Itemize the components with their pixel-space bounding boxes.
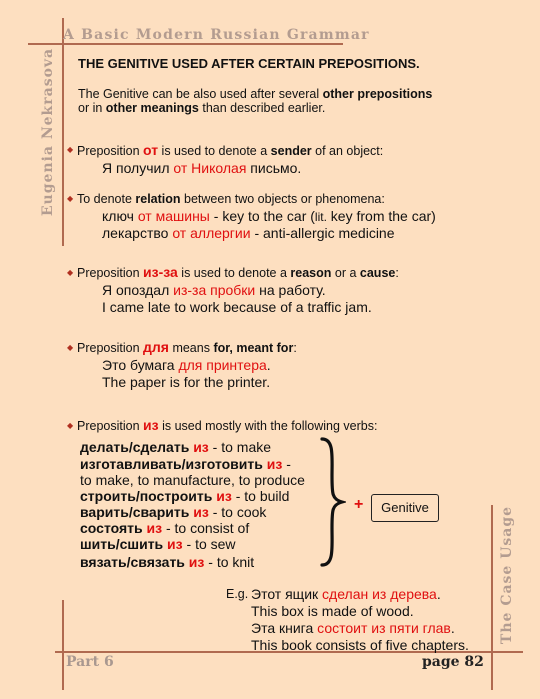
rule-iz: Preposition из is used mostly with the following verbs: bbox=[77, 417, 378, 433]
plus-sign: + bbox=[354, 496, 364, 513]
rule-iz-za: Preposition из-за is used to denote a reason or a cause: bbox=[77, 264, 399, 280]
verb-item: шить/сшить из - to sew bbox=[80, 536, 236, 552]
rule-relation: To denote relation between two objects or phenomena: bbox=[77, 192, 385, 206]
frame-top-line bbox=[28, 43, 343, 45]
verb-item: состоять из - to consist of bbox=[80, 520, 250, 536]
bullet-icon: ◆ bbox=[67, 268, 74, 277]
frame-bottom-left-line bbox=[62, 600, 64, 690]
bullet-icon: ◆ bbox=[67, 194, 74, 203]
intro-line-2: or in other meanings than described earlier. bbox=[78, 101, 326, 115]
curly-brace-icon bbox=[318, 436, 346, 568]
example-medicine: лекарство от аллергии - anti-allergic medicine bbox=[102, 225, 395, 241]
example-book: Эта книга состоит из пяти глав. bbox=[251, 620, 455, 636]
section-title: THE GENITIVE USED AFTER CERTAIN PREPOSITIONS. bbox=[78, 56, 420, 71]
verb-item: делать/сделать из - to make bbox=[80, 439, 272, 455]
translation-dlya: The paper is for the printer. bbox=[102, 374, 271, 390]
section-side-label: The Case Usage bbox=[499, 505, 515, 645]
rule-ot: Preposition от is used to denote a sender of an object: bbox=[77, 142, 384, 158]
bullet-icon: ◆ bbox=[67, 343, 74, 352]
verb-item: изготавливать/изготовить из - bbox=[80, 456, 291, 472]
book-title: A Basic Modern Russian Grammar bbox=[63, 27, 370, 43]
example-key: ключ от машины - key to the car (lit. key from the car) bbox=[102, 208, 436, 224]
frame-left-line bbox=[62, 18, 64, 246]
verb-item: вязать/связать из - to knit bbox=[80, 554, 255, 570]
translation-box: This box is made of wood. bbox=[251, 603, 414, 619]
frame-right-line bbox=[491, 505, 493, 690]
translation-book: This book consists of five chapters. bbox=[251, 637, 469, 653]
eg-label: E.g. bbox=[226, 587, 249, 601]
translation-iz-za: I came late to work because of a traffic jam. bbox=[102, 299, 372, 315]
bullet-icon: ◆ bbox=[67, 145, 74, 154]
example-ot: Я получил от Николая письмо. bbox=[102, 160, 302, 176]
verb-item: строить/построить из - to build bbox=[80, 488, 290, 504]
bullet-icon: ◆ bbox=[67, 421, 74, 430]
example-dlya: Это бумага для принтера. bbox=[102, 357, 271, 373]
example-iz-za: Я опоздал из-за пробки на работу. bbox=[102, 282, 326, 298]
rule-dlya: Preposition для means for, meant for: bbox=[77, 339, 297, 355]
example-box: Этот ящик сделан из дерева. bbox=[251, 586, 441, 602]
intro-line-1: The Genitive can be also used after several other prepositions bbox=[78, 87, 433, 101]
genitive-case-box: Genitive bbox=[371, 494, 439, 522]
author-label: Eugenia Nekrasova bbox=[40, 47, 56, 216]
verb-item: варить/сварить из - to cook bbox=[80, 504, 267, 520]
part-label: Part 6 bbox=[66, 654, 114, 670]
verb-item: to make, to manufacture, to produce bbox=[80, 472, 305, 488]
page-number: page 82 bbox=[422, 654, 484, 670]
